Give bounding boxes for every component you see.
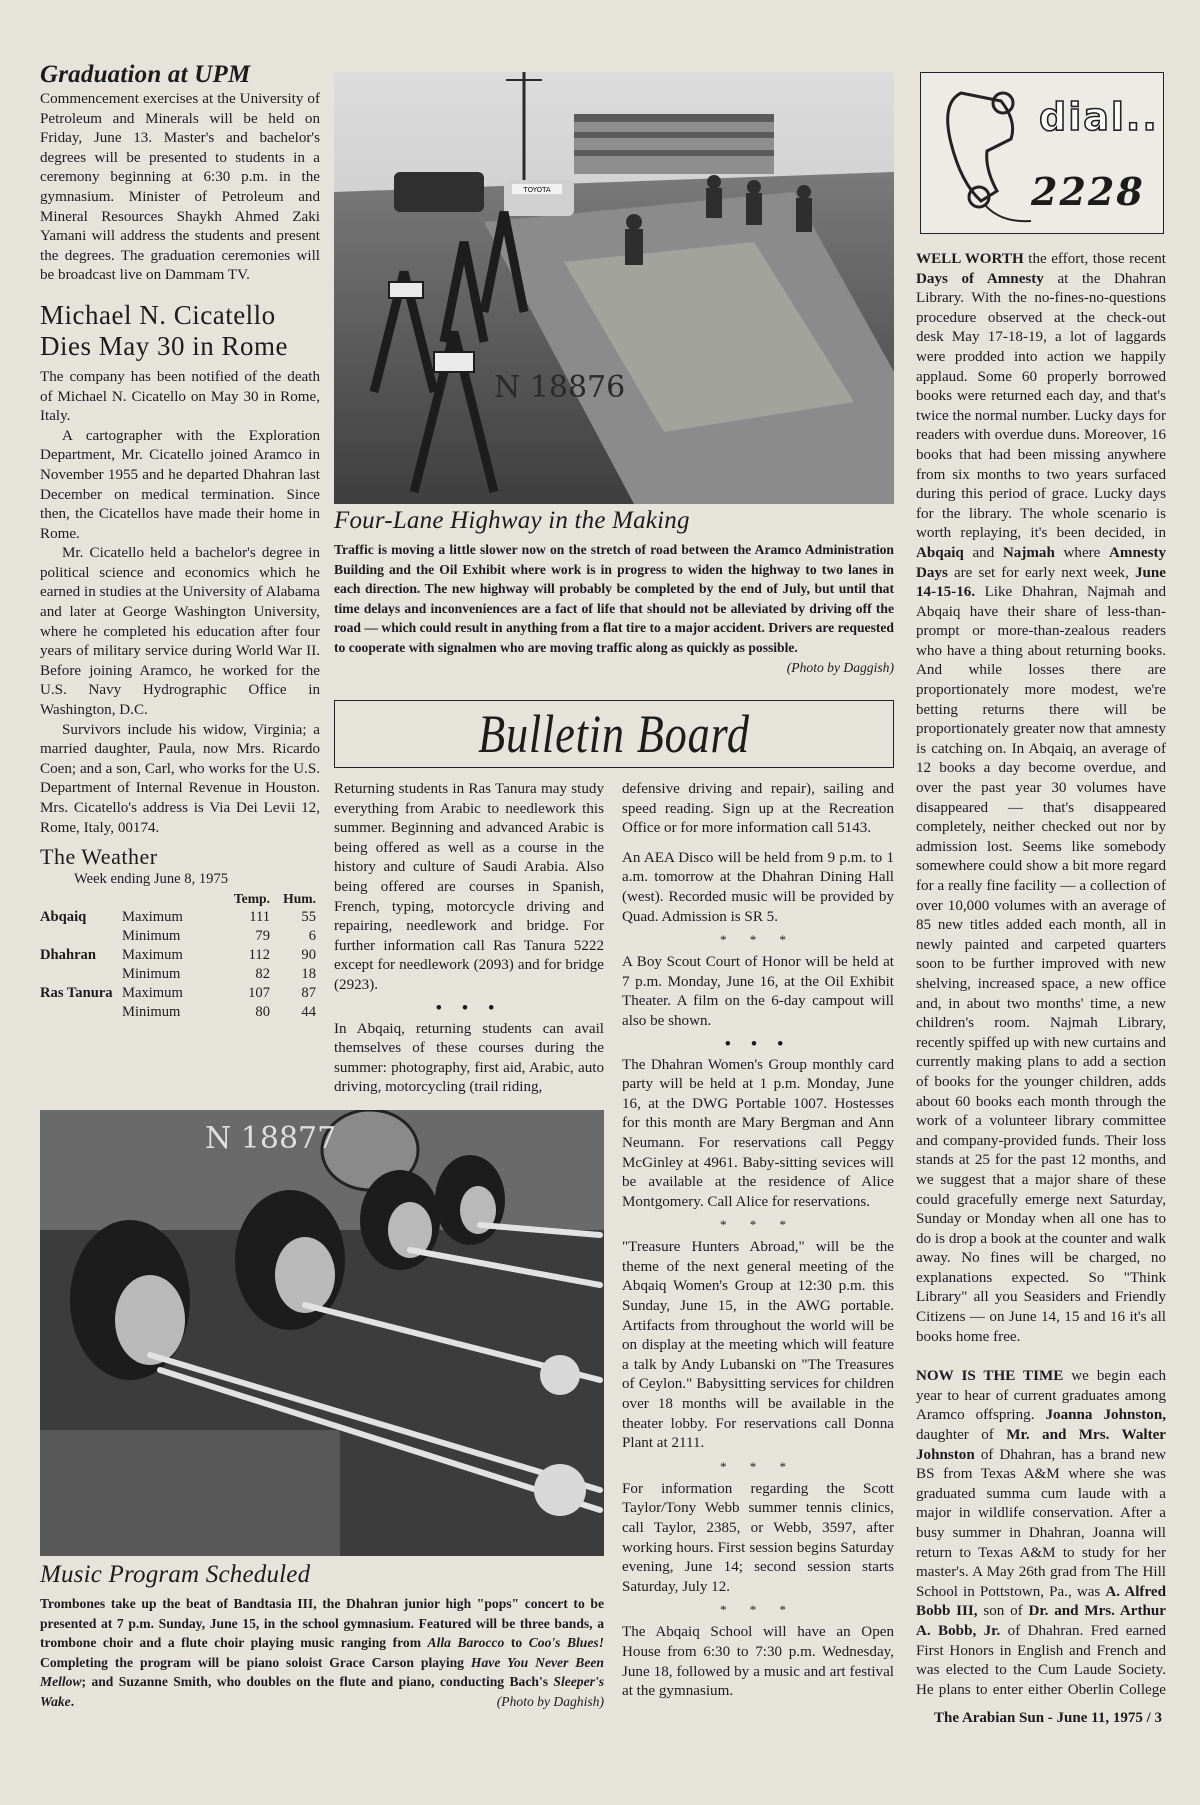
obituary-p1: The company has been notified of the death of Michael N. Cicatello on May 30 in Rome, Italy. [40,368,320,425]
weather-row [40,984,316,1003]
bulletin-column-2 [622,780,894,1720]
bulletin-separator: * * * [720,932,796,948]
bulletin-separator: • • • [435,997,503,1017]
weather-headline: The Weather [40,844,158,870]
weather-hum: 18 [301,966,316,983]
graduates-article: NOW IS THE TIME we begin each year to hear of current graduates among Aramco offspring. Joanna Johnston, daughter of Mr. and Mrs. Walter Johnston of Dhahran, has a brand new BS from Texas A&M where she was graduated summa cum laude with a major in wildlife conservation. After a busy summer in Dhahran, Joanna will return to Texas A&M to study for her master's. A May 26th grad from The Hill School in Pottstown, Pa., was A. Alfred Bobb III, son of Dr. and Mrs. Arthur A. Bobb, Jr. of Dhahran. Fred earned First Honors in English and French and was elected to the Cum Laude Society. He plans to enter either Oberlin College [916,1368,1166,1698]
music-caption-alla: Alla Barocco [427,1635,505,1651]
bulletin-treasure-hunters: "Treasure Hunters Abroad," will be the theme of the next general meeting of the Abqaiq Women's Group at 12:30 p.m. this Sunday, June 15, in the AWG portable. Artifacts from throughout the world will be on display at the meeting which will feature a talk by Andy Lubanski on "The Treasures of Ceylon." Babysitting services for children over 18 months will be available in the theater lobby. For reservations call Donna Plant at 2111. [622,1239,894,1452]
bulletin-separator: * * * [720,1458,796,1474]
bulletin-separator: • • • [724,1033,792,1053]
weather-hum: 6 [308,928,316,945]
right-column [916,250,1166,1700]
music-caption-wake: Sleeper's Wake [40,1674,604,1709]
dial-word: dial.. [1039,95,1159,139]
weather-measure: Minimum [122,1004,181,1021]
bulletin-dwg-card-party: The Dhahran Women's Group monthly card party will be held at 1 p.m. Monday, June 16, at the DWG Portable 1007. Hostesses for this month are Mary Bergman and Ann Neumann. For reservations call Peggy McGinley at 4961. Baby-sitting sevices will be available at the residence of Alice Montgomery. Call Alice for reservations. [622,1056,894,1210]
bulletin-ras-tanura: Returning students in Ras Tanura may study everything from Arabic to needlework this summer. Beginning and advanced Arabic is being offered as well as a course in the history and culture of Saudi Arabia. Also being offered are courses in Spanish, French, typing, motorcycle driving and repairing, needlework and bridge. For further information call Ras Tanura 5222 except for needlework (2093) and for bridge (2923). [334,781,604,993]
library-article: WELL WORTH the effort, those recent Days of Amnesty at the Dhahran Library. With the no-fines-no-questions procedure observed at the check-out desk May 17-18-19, a lot of laggards were prodded into action we happily applaud. Some 60 properly borrowed books were returned each day, and that's twice the normal number. Lucky days for readers with overdue duns. Moreover, 16 books that had been missing anywhere from six months to two years surfaced during this period of grace. Lucky days for the library. The whole scenario is worth replaying, it's been decided, in Abqaiq and Najmah where Amnesty Days are set for early next week, June 14-15-16. Like Dhahran, Najmah and Abqaiq have their share of less-than-prompt or more-than-zealous readers who have a thing about returning books. And while losses there are proportionately more modest, we're betting returns there will be proportionately greater now that amnesty is catching on. In Abqaiq, an average of 12 books a day become overdue, and over the past year 30 volumes have disappeared — that's disappeared completely, neither checked out nor by admission lost. Seems like somebody somewhere could show a bit more regard for a really fine facility — a collection of over 10,000 volumes with an average of 85 new titles added each month, all in newly painted and carpeted quarters soon to be further improved with new shelving, increased space, a new office and, in about two months' time, a new children's room. Najmah Library, recently spiffed up with new curtains and currently making plans to add a section of books for the younger children, adds about 60 books each month through the work of a volunteer library committee and company-provided funds. Their loss stands at 25 for the past 12 months, and we suggest that a major share of these could gracefully emerge next Saturday, Sunday or Monday when all one has to do is drop a book at the counter and walk away. No fines will be charged, no explanations expected. So "Think Library" all you Seasiders and Friendly Citizens — on June 14, 15 and 16 it's all books home free. [916,251,1166,1345]
weather-temp: 80 [255,1004,270,1021]
weather-measure: Maximum [122,909,183,926]
weather-hum: 90 [301,947,316,964]
music-photo [40,1110,604,1556]
highway-photo [334,72,894,504]
bulletin-courses-continued: defensive driving and repair), sailing and speed reading. Sign up at the Recreation Office or for more information call 5143. [622,781,894,837]
weather-col-hum: Hum. [283,891,316,907]
bulletin-abqaiq-courses: In Abqaiq, returning students can avail themselves of these courses during the summer: photography, first aid, Arabic, auto driving, motorcycling (trail riding, [334,1020,604,1096]
weather-table [40,889,316,1022]
bulletin-separator: * * * [720,1602,796,1618]
weather-place [40,965,122,984]
weather-temp: 111 [249,909,270,926]
truck-sign: TOYOTA [523,186,551,194]
music-caption-block [40,1560,604,1712]
highway-credit: (Photo by Daggish) [786,659,894,675]
weather-row [40,908,316,927]
highway-caption: Traffic is moving a little slower now on the stretch of road between the Aramco Administration Building and the Oil Exhibit where work is in progress to widen the highway to two lanes in each direction. The new highway will probably be completed by the end of July, but until that time delays and inconveniences are a fact of life that should not be alleviated by driving off the road — which could result in anything from a flat tire to a major accident. Drivers are requested to cooperate with signalmen who are moving traffic along as quickly as possible. [334,542,894,655]
weather-hum: 55 [301,909,316,926]
music-caption-c: Completing the program will be piano soloist Grace Carson playing [40,1654,471,1670]
weather-temp: 107 [248,985,270,1002]
highway-scene [334,72,894,504]
weather-hum: 87 [301,985,316,1002]
graduation-headline: Graduation at UPM [40,61,251,88]
music-caption-b: to [504,1635,529,1651]
bulletin-aea-disco: An AEA Disco will be held from 9 p.m. to 1 a.m. tomorrow at the Dhahran Dining Hall (west). Recorded music will be provided by Quad. Admission is SR 5. [622,849,894,925]
music-caption-e: . [70,1693,75,1709]
music-headline: Music Program Scheduled [40,1561,311,1588]
bulletin-column-1 [334,780,604,1096]
graduates-lead: NOW IS THE TIME [916,1368,1064,1385]
bulletin-separator: * * * [720,1217,796,1233]
obituary-headline-2: Dies May 30 in Rome [40,330,288,361]
bulletin-title-box [334,700,894,768]
dial-number: 2228 [1031,169,1145,214]
weather-measure: Minimum [122,928,181,945]
trombone-scene [40,1110,604,1556]
bulletin-title: Bulletin Board [478,704,750,764]
weather-col-temp: Temp. [233,891,270,907]
obituary-p4: Survivors include his widow, Virginia; a married daughter, Paula, now Mrs. Ricardo Coen; and a son, Carl, who works for the U.S. Department of Internal Revenue in Houston. Mrs. Cicatello's address is Via Dei Levii 12, Rome, Italy, 00174. [40,721,320,836]
obituary-headline-1: Michael N. Cicatello [40,299,276,330]
weather-measure: Maximum [122,947,183,964]
weather-place: Dhahran [40,947,96,964]
weather-temp: 112 [248,947,270,964]
weather-measure: Minimum [122,966,181,983]
weather-week: Week ending June 8, 1975 [74,871,229,888]
weather-hum: 44 [301,1004,316,1021]
weather-place: Ras Tanura [40,985,113,1002]
highway-headline: Four-Lane Highway in the Making [334,507,690,534]
page-footer: The Arabian Sun - June 11, 1975 / 3 [934,1710,1162,1726]
music-caption-mellow: Have You Never Been Mellow [40,1654,604,1690]
weather-row [40,1003,316,1022]
music-credit: (Photo by Daghish) [496,1693,604,1709]
music-photo-number: N 18877 [205,1121,337,1156]
weather-place: Abqaiq [40,909,87,926]
weather-measure: Maximum [122,985,183,1002]
library-lead: WELL WORTH [916,251,1024,267]
music-caption-d: ; and Suzanne Smith, who doubles on the flute and piano, conducting Bach's [81,1674,554,1690]
obituary-p3: Mr. Cicatello held a bachelor's degree in political science and economics which he earned in studies at the University of Alabama and later at George Washington University, where he completed his education after four years of military service during World War II. Before joining Aramco, he worked for the U.S. Navy Hydrographic Office in Washington, D.C. [40,545,320,719]
bulletin-boy-scout: A Boy Scout Court of Honor will be held at 7 p.m. Monday, June 16, at the Oil Exhibit Theater. A film on the 6-day campout will also be shown. [622,954,894,1029]
weather-temp: 82 [255,966,270,983]
highway-caption-block [334,506,894,677]
bulletin-open-house: The Abqaiq School will have an Open House from 6:30 to 7:30 p.m. Wednesday, June 18, followed by a music and art festival at the gymnasium. [622,1624,894,1700]
weather-place [40,927,122,946]
bulletin-tennis-clinics: For information regarding the Scott Taylor/Tony Webb summer tennis clinics, call Taylor, 2385, or Webb, 3597, after working hours. First session begins Saturday evening, June 14; second session starts Saturday, July 12. [622,1480,894,1595]
weather-row [40,946,316,965]
graduation-body: Commencement exercises at the University of Petroleum and Minerals will be held on Friday, June 13. Master's and bachelor's degrees will be presented to students in a ceremony beginning at 6:30 p.m. in the gymnasium. Minister of Petroleum and Mineral Resources Shaykh Ahmed Zaki Yamani will address the students and present the degrees. The graduation ceremonies will be broadcast live on Dammam TV. [40,91,320,284]
weather-temp: 79 [255,928,270,945]
highway-photo-number: N 18876 [494,370,626,405]
weather-row [40,965,316,984]
music-caption-a: Trombones take up the beat of Bandtasia III, the Dhahran junior high "pops" concert to be presented at 7 p.m. Sunday, June 15, in the school gymnasium. Featured will be three bands, a trombone choir and a flute choir playing music ranging from [40,1596,604,1651]
weather-place [40,1003,122,1022]
weather-row [40,927,316,946]
music-caption-coo: Coo's Blues! [528,1635,604,1651]
dial-box [920,72,1164,234]
obituary-p2: A cartographer with the Exploration Department, Mr. Cicatello joined Aramco in November 1955 and he departed Dhahran last December on medical termination. Since then, the Cicatellos have made their home in Rome. [40,427,320,542]
left-column [40,60,320,1090]
